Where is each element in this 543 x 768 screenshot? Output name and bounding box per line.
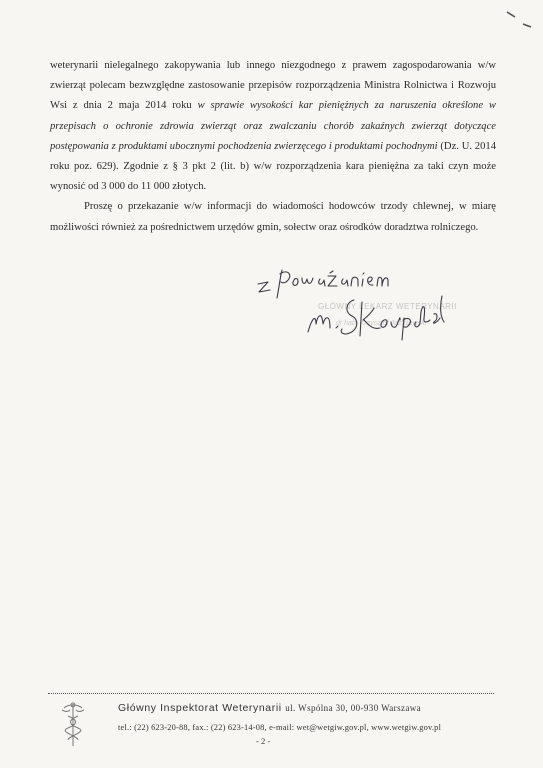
signature-block — [250, 262, 480, 352]
footer-divider — [48, 693, 494, 694]
regulation-title: w sprawie wysokości kar pieniężnych za naruszenia określone w przepisach o ochronie zdrowia zwierząt oraz zwalczaniu chorób zakaźnych zwierząt dotyczące postępowania z produktami ubocznymi pochodzenia zwierzęcego i produktami pochodnymi — [50, 100, 496, 152]
stamp-text: GŁÓWNY LEKARZ WETERYNARII — [318, 302, 457, 311]
footer-institution: Główny Inspektorat Weterynarii ul. Wspólna 30, 00-930 Warszawa — [118, 702, 422, 714]
handwritten-signature-icon — [250, 262, 480, 352]
footer-contact: tel.: (22) 623-20-88, fax.: (22) 623-14-08, e-mail: wet@wetgiw.gov.pl, www.wetgiw.gov.pl — [118, 723, 442, 732]
footer-address: ul. Wspólna 30, 00-930 Warszawa — [285, 703, 422, 713]
stamp-name: dr hab. Krzysztof Jażdżewski — [336, 320, 427, 327]
caduceus-logo-icon — [58, 700, 88, 750]
page-number: - 2 - — [256, 736, 271, 746]
paragraph-request: Proszę o przekazanie w/w informacji do wiadomości hodowców trzody chlewnej, w miarę możliwości również za pośrednictwem urzędów gmin, sołectw oraz ośrodków doradztwa rolniczego. — [50, 201, 496, 233]
paragraph-regulation: weterynarii nielegalnego zakopywania lub innego niezgodnego z prawem zagospodarowania w/w zwierząt polecam bezwzględne zastosowanie przepisów rozporządzenia Ministra Rolnictwa i Rozwoju Wsi z dnia 2 maja 2014 roku w sprawie wysokości kar pieniężnych za naruszenia określone w przepisach o ochronie zdrowia zwierząt oraz zwalczaniu chorób zakaźnych zwierząt dotyczące postępowania z produktami ubocznymi pochodzenia zwierzęcego i produktami pochodnymi (Dz. U. 2014 roku poz. 629). Zgodnie z § 3 pkt 2 (lit. b) w/w rozporządzenia kara pieniężna za taki czyn może wynosić od 3 000 do 11 000 złotych. — [50, 60, 496, 193]
letter-body — [50, 56, 496, 238]
scan-mark-icon — [503, 8, 533, 38]
